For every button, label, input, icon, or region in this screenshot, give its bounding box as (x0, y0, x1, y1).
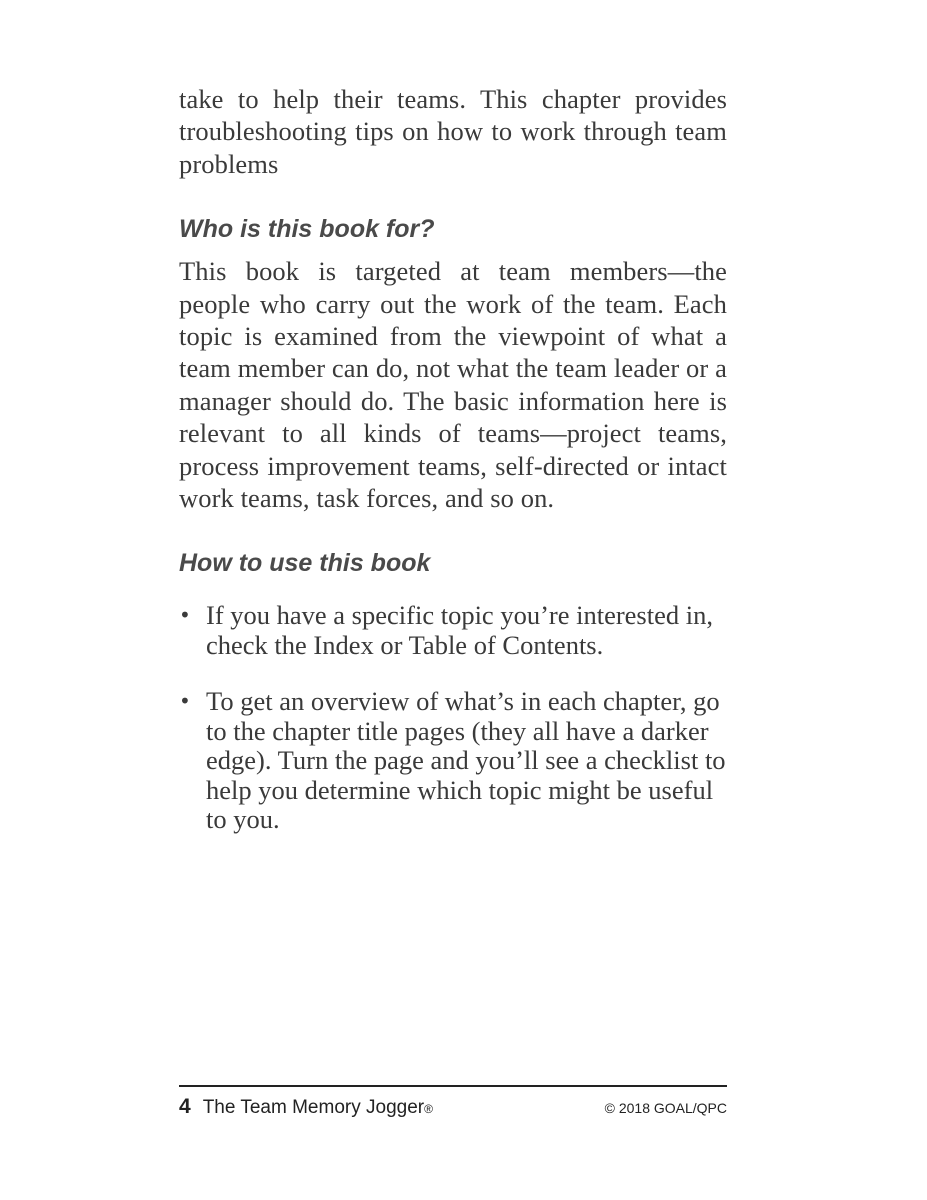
bullet-icon: • (179, 689, 191, 714)
page-number: 4 (179, 1095, 191, 1118)
page-footer (179, 1085, 727, 1119)
book-title: The Team Memory Jogger (202, 1097, 425, 1118)
list-item (179, 687, 727, 835)
copyright-notice: © 2018 GOAL/QPC (604, 1100, 727, 1116)
footer-left: 4 The Team Memory Jogger ® (179, 1095, 433, 1118)
how-to-use-list (179, 601, 727, 835)
bullet-icon: • (179, 603, 191, 628)
section-heading-how: How to use this book (179, 549, 431, 578)
list-item-text: To get an overview of what’s in each chapter, go to the chapter title pages (they all have a darker edge). Turn the page and you’ll see a checklist to help you determine which topic might be useful to you. (206, 686, 726, 835)
section-heading-who: Who is this book for? (179, 215, 435, 244)
who-paragraph: This book is targeted at team members—the people who carry out the work of the team. Each topic is examined from the viewpoint of what a team member can do, not what the team leader or a manager should do. The basic information here is relevant to all kinds of teams—project teams, process improvement teams, self-directed or intact work teams, task forces, and so on. (179, 256, 727, 514)
intro-paragraph: take to help their teams. This chapter provides troubleshooting tips on how to work through team problems (179, 84, 727, 179)
list-item-text: If you have a specific topic you’re interested in, check the Index or Table of Contents. (206, 600, 713, 660)
page-body (179, 83, 727, 862)
list-item (179, 601, 727, 660)
